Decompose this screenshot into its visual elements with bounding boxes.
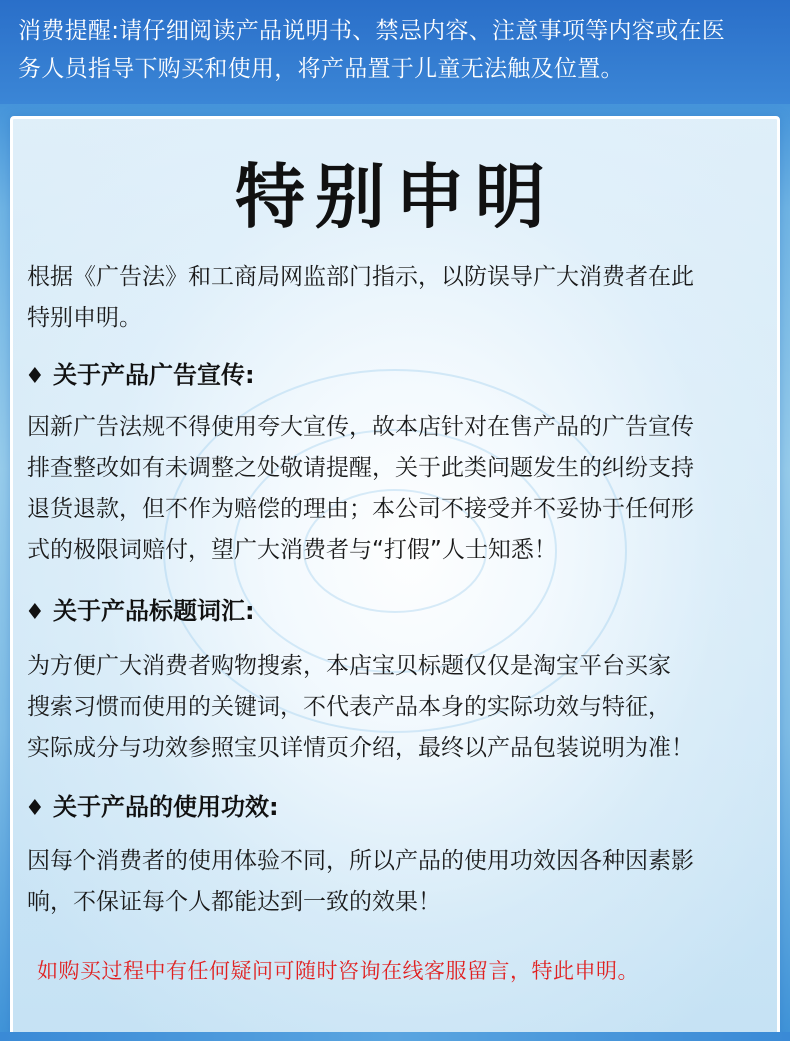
diamond-bullet-icon: ♦ [25,364,45,389]
section-heading-text: 关于产品标题词汇: [53,597,255,625]
body-line: 为方便广大消费者购物搜索，本店宝贝标题仅仅是淘宝平台买家 [27,653,671,679]
notice-line-2: 务人员指导下购买和使用，将产品置于儿童无法触及位置。 [18,56,624,82]
footer-statement: 如购买过程中有任何疑问可随时咨询在线客服留言，特此申明。 [37,959,639,983]
section-body-efficacy [27,841,767,923]
body-line: 因每个消费者的使用体验不同，所以产品的使用功效因各种因素影 [27,848,694,874]
body-line: 搜索习惯而使用的关键词，不代表产品本身的实际功效与特征， [27,694,671,720]
body-line: 排查整改如有未调整之处敬请提醒，关于此类问题发生的纠纷支持 [27,455,694,481]
diamond-bullet-icon: ♦ [25,796,45,821]
section-heading-text: 关于产品的使用功效: [53,793,279,821]
body-line: 实际成分与功效参照宝贝详情页介绍，最终以产品包装说明为准！ [27,735,694,761]
consumer-notice-banner [0,0,790,104]
section-heading-text: 关于产品广告宣传: [53,361,255,389]
body-line: 式的极限词赔付，望广大消费者与“打假”人士知悉！ [27,537,557,563]
notice-line-1: 消费提醒:请仔细阅读产品说明书、禁忌内容、注意事项等内容或在医 [18,18,726,44]
page-title: 特别申明 [235,156,555,238]
body-line: 退货退款，但不作为赔偿的理由；本公司不接受并不妥协于任何形 [27,496,694,522]
section-heading-efficacy [25,787,765,829]
body-line: 响，不保证每个人都能达到一致的效果！ [27,889,441,915]
diamond-bullet-icon: ♦ [25,600,45,625]
bottom-border [0,1032,790,1041]
intro-line: 特别申明。 [27,305,142,331]
section-body-advertising [27,407,767,571]
section-heading-advertising [25,355,765,397]
section-body-title-words [27,646,767,769]
body-line: 因新广告法规不得使用夸大宣传，故本店针对在售产品的广告宣传 [27,414,694,440]
statement-panel [10,116,780,1041]
section-heading-title-words [25,591,765,633]
intro-paragraph [27,257,767,339]
intro-line: 根据《广告法》和工商局网监部门指示，以防误导广大消费者在此 [27,264,694,290]
